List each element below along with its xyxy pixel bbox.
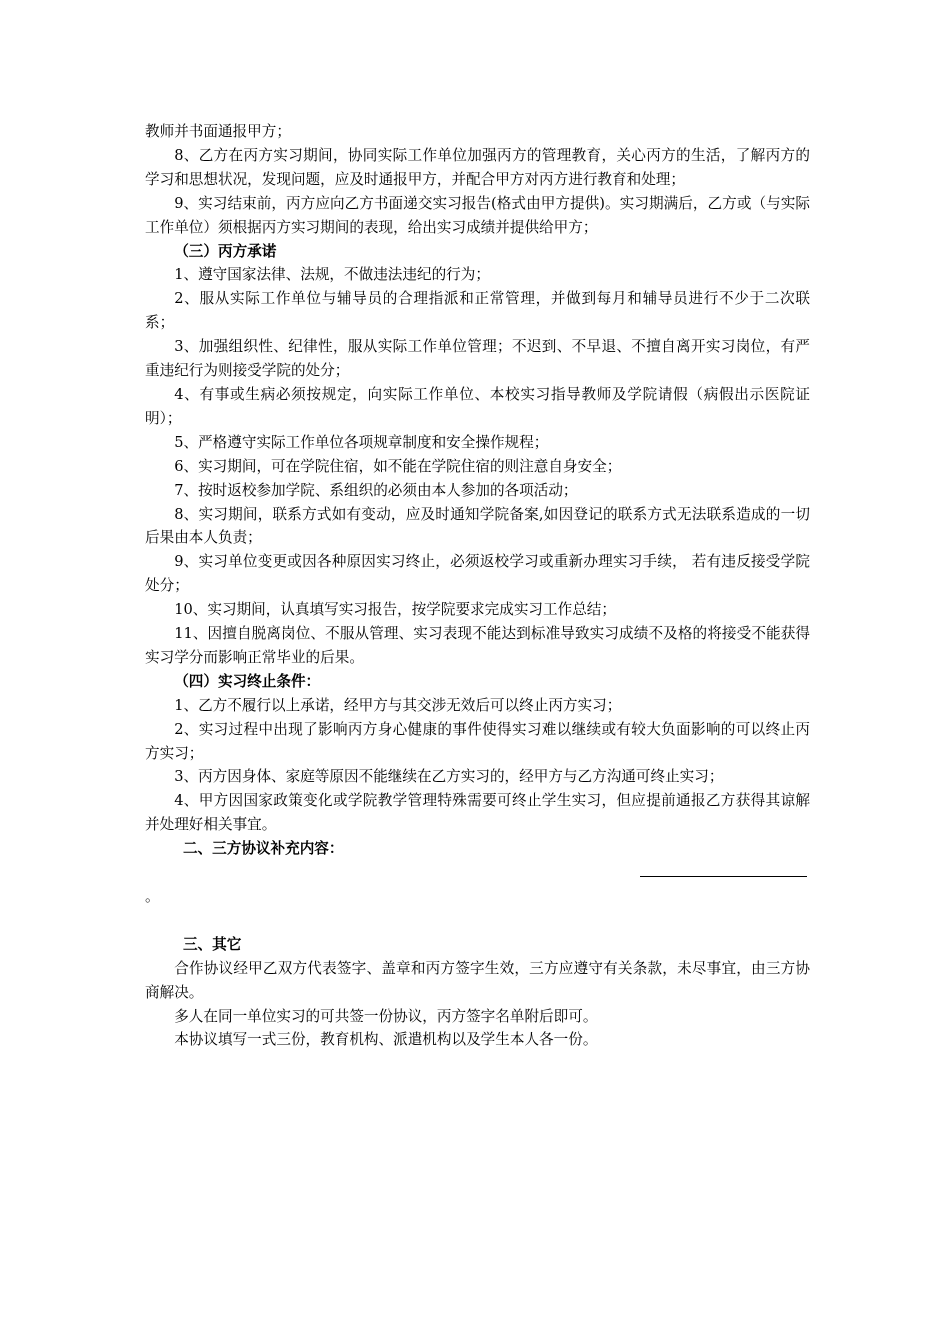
bing-item-6: 6、实习期间，可在学院住宿，如不能在学院住宿的则注意自身安全； — [174, 457, 622, 475]
termination-item-4: 4、甲方因国家政策变化或学院教学管理特殊需要可终止学生实习，但应提前通报乙方获得其谅解并处理好相关事宜。 — [145, 792, 810, 834]
termination-item-3: 3、丙方因身体、家庭等原因不能继续在乙方实习的，经甲方与乙方沟通可终止实习； — [174, 768, 724, 786]
section-title-bing-promise: （三）丙方承诺 — [174, 242, 277, 260]
bing-item-1: 1、遵守国家法律、法规，不做违法违纪的行为； — [174, 266, 490, 284]
continuation-text: 教师并书面通报甲方； — [145, 123, 291, 140]
bing-item-8: 8、实习期间，联系方式如有变动，应及时通知学院备案,如因登记的联系方式无法联系造成的一切后果由本人负责； — [145, 505, 810, 547]
other-item-3: 本协议填写一式三份，教育机构、派遣机构以及学生本人各一份。 — [174, 1031, 598, 1049]
section-title-supplement: 二、三方协议补充内容： — [182, 840, 344, 858]
section-title-termination: （四）实习终止条件： — [174, 672, 321, 690]
bing-item-11: 11、因擅自脱离岗位、不服从管理、实习表现不能达到标准导致实习成绩不及格的将接受不能获得实习学分而影响正常毕业的后果。 — [145, 625, 810, 666]
section-title-other: 三、其它 — [182, 935, 242, 953]
supplement-underline — [640, 876, 807, 877]
yi-item-8: 8、乙方在丙方实习期间，协同实际工作单位加强丙方的管理教育，关心丙方的生活，了解丙方的学习和思想状况，发现问题，应及时通报甲方，并配合甲方对丙方进行教育和处理； — [145, 146, 810, 188]
bing-item-4: 4、有事或生病必须按规定，向实际工作单位、本校实习指导教师及学院请假（病假出示医院证明）； — [145, 385, 810, 427]
yi-item-9: 9、实习结束前，丙方应向乙方书面递交实习报告(格式由甲方提供)。实习期满后，乙方或（与实际工作单位）须根据丙方实习期间的表现，给出实习成绩并提供给甲方； — [145, 194, 810, 236]
bing-item-7: 7、按时返校参加学院、系组织的必须由本人参加的各项活动； — [174, 481, 578, 499]
other-item-2: 多人在同一单位实习的可共签一份协议，丙方签字名单附后即可。 — [174, 1007, 598, 1025]
termination-item-2: 2、实习过程中出现了影响丙方身心健康的事件使得实习难以继续或有较大负面影响的可以终止丙方实习； — [145, 720, 810, 762]
supplement-end-mark: 。 — [145, 887, 160, 905]
termination-item-1: 1、乙方不履行以上承诺，经甲方与其交涉无效后可以终止丙方实习； — [174, 696, 622, 714]
supplement-fill-line — [145, 861, 810, 885]
bing-item-10: 10、实习期间，认真填写实习报告，按学院要求完成实习工作总结； — [174, 601, 616, 619]
spacer — [145, 909, 810, 933]
bing-item-3: 3、加强组织性、纪律性，服从实际工作单位管理；不迟到、不早退、不擅自离开实习岗位，有严重违纪行为则接受学院的处分； — [145, 338, 810, 380]
bing-item-5: 5、严格遵守实际工作单位各项规章制度和安全操作规程； — [174, 433, 549, 451]
bing-item-2: 2、服从实际工作单位与辅导员的合理指派和正常管理，并做到每月和辅导员进行不少于二次联系； — [145, 290, 810, 332]
other-item-1: 合作协议经甲乙双方代表签字、盖章和丙方签字生效，三方应遵守有关条款，未尽事宜，由三方协商解决。 — [145, 959, 810, 1001]
document-page — [145, 120, 810, 1052]
bing-item-9: 9、实习单位变更或因各种原因实习终止，必须返校学习或重新办理实习手续， 若有违反接受学院处分； — [145, 553, 810, 595]
